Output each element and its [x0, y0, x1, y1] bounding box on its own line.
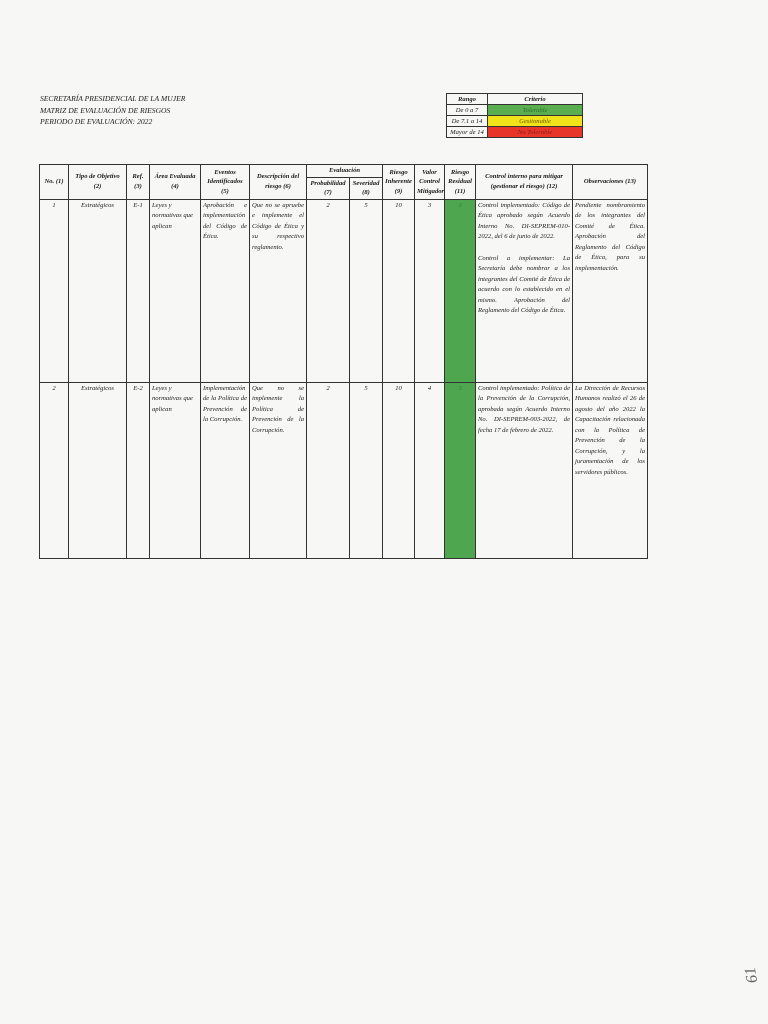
- legend-criterion-tolerable: Tolerable: [488, 105, 583, 116]
- legend-head-criterio: Criterio: [488, 94, 583, 105]
- col-no: No. (1): [40, 165, 69, 200]
- cell-eventos: Aprobación e implementación del Código de Ética.: [201, 199, 250, 382]
- header-row: [40, 165, 648, 178]
- col-riesgo-inherente: Riesgo Inherente (9): [383, 165, 415, 200]
- control-implementado-text: Control implementado: Código de Ética aprobado según Acuerdo Interno No. DI-SEPREM-010-2022, del 6 de junio de 2022.: [478, 201, 571, 240]
- risk-legend-table: [446, 93, 583, 138]
- cell-area: Leyes y normativas que aplican: [150, 199, 201, 382]
- cell-eventos: Implementación de la Política de Prevención de la Corrupción.: [201, 382, 250, 558]
- legend-range: De 0 a 7: [447, 105, 488, 116]
- cell-riesgo-inherente: 10: [383, 199, 415, 382]
- col-eventos: Eventos Identificados (5): [201, 165, 250, 200]
- col-riesgo-residual: Riesgo Residual (11): [445, 165, 476, 200]
- cell-no: 2: [40, 382, 69, 558]
- cell-riesgo-inherente: 10: [383, 382, 415, 558]
- page-number-mark: 61: [741, 965, 762, 985]
- institution-title: SECRETARÍA PRESIDENCIAL DE LA MUJER: [40, 94, 186, 103]
- col-descripcion: Descripción del riesgo (6): [250, 165, 307, 200]
- legend-criterion-gestionable: Gestionable: [488, 116, 583, 127]
- col-evaluacion: Evaluación: [307, 165, 383, 178]
- cell-probabilidad: 2: [307, 382, 350, 558]
- cell-descripcion: Que no se implemente la Política de Prevención de la Corrupción.: [250, 382, 307, 558]
- control-a-implementar-text: Control a implementar: La Secretaría debe nombrar a los integrantes del Comité de Ética de acuerdo con lo establecido en el mismo. Aprobación del Reglamento del Código de Ética.: [478, 254, 571, 314]
- cell-observaciones: Pendiente nombramiento de los integrantes del Comité de Ética. Aprobación del Reglamento del Código de Ética, para su implementación.: [573, 199, 648, 382]
- col-tipo-objetivo: Tipo de Objetivo (2): [69, 165, 127, 200]
- evaluation-period: PERIODO DE EVALUACIÓN: 2022: [40, 117, 153, 126]
- col-valor-control: Valor Control Mitigador: [415, 165, 445, 200]
- matrix-title: MATRIZ DE EVALUACIÓN DE RIESGOS: [40, 105, 171, 115]
- table-row: [40, 199, 648, 382]
- cell-control-interno: Control implementado: Política de la Prevención de la Corrupción, aprobada según Acuerdo Interno No. DI-SEPREM-003-2022, de fecha 17 de febrero de 2022.: [476, 382, 573, 558]
- cell-no: 1: [40, 199, 69, 382]
- cell-severidad: 5: [350, 199, 383, 382]
- document-header: [40, 93, 185, 128]
- table-row: [40, 382, 648, 558]
- col-area-evaluada: Área Evaluada (4): [150, 165, 201, 200]
- cell-area: Leyes y normativas que aplican: [150, 382, 201, 558]
- legend-range: De 7.1 a 14: [447, 116, 488, 127]
- cell-ref: E-2: [127, 382, 150, 558]
- cell-descripcion: Que no se apruebe e implemente el Código de Ética y su respectivo reglamento.: [250, 199, 307, 382]
- cell-ref: E-1: [127, 199, 150, 382]
- legend-criterion-no-tolerable: No Tolerable: [488, 127, 583, 138]
- cell-tipo: Estratégicos: [69, 382, 127, 558]
- cell-valor-control: 3: [415, 199, 445, 382]
- col-ref: Ref. (3): [127, 165, 150, 200]
- cell-riesgo-residual: 3: [445, 199, 476, 382]
- risk-matrix-table: [39, 164, 648, 559]
- cell-tipo: Estratégicos: [69, 199, 127, 382]
- legend-head-rango: Rango: [447, 94, 488, 105]
- col-observaciones: Observaciones (13): [573, 165, 648, 200]
- cell-riesgo-residual: 3: [445, 382, 476, 558]
- col-severidad: Severidad (8): [350, 177, 383, 199]
- cell-observaciones: La Dirección de Recursos Humanos realizó el 26 de agosto del año 2022 la Capacitación relacionada con la Política de Prevención de la Corrupción, y la juramentación de los servidores públicos.: [573, 382, 648, 558]
- cell-severidad: 5: [350, 382, 383, 558]
- cell-probabilidad: 2: [307, 199, 350, 382]
- col-probabilidad: Probabilidad (7): [307, 177, 350, 199]
- legend-range: Mayor de 14: [447, 127, 488, 138]
- cell-valor-control: 4: [415, 382, 445, 558]
- col-control-interno: Control interno para mitigar (gestionar el riesgo) (12): [476, 165, 573, 200]
- cell-control-interno: [476, 199, 573, 382]
